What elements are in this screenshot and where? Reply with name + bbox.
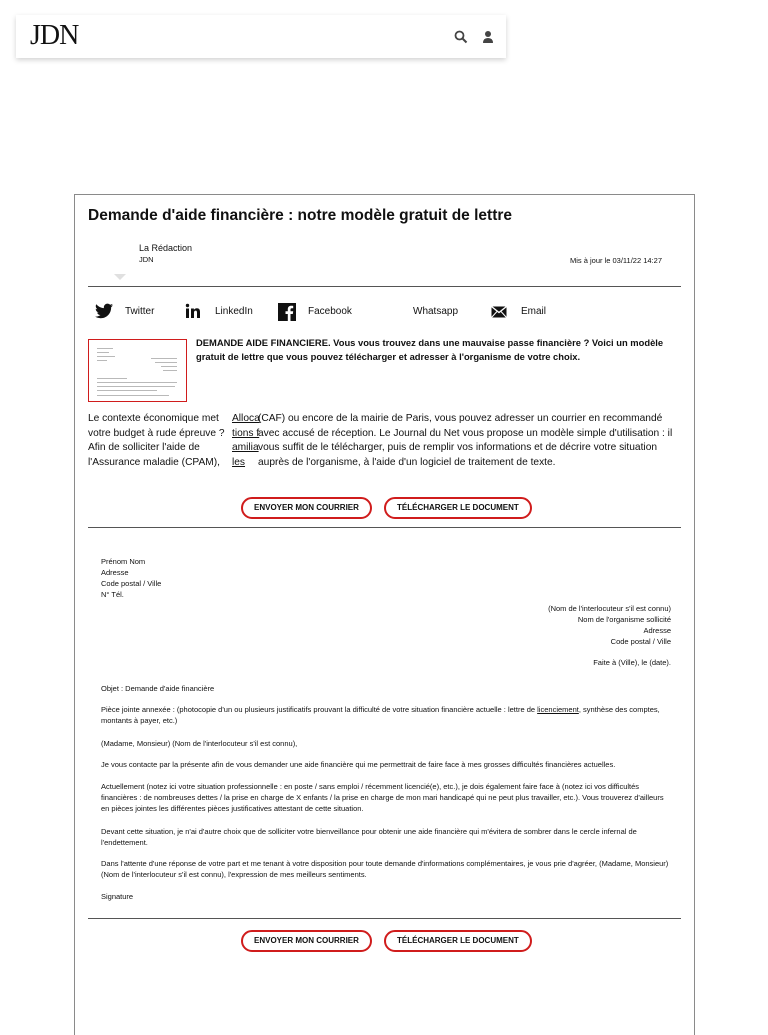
letter-paragraph-1	[101, 759, 671, 770]
linkedin-icon	[185, 303, 203, 319]
letter-signature	[101, 891, 671, 902]
letter-paragraph-4	[101, 858, 671, 880]
share-email[interactable]	[491, 300, 546, 322]
letter-thumbnail[interactable]	[88, 339, 187, 402]
divider	[88, 286, 681, 287]
facebook-icon	[278, 303, 296, 319]
article-body-right: (CAF) ou encore de la mairie de Paris, vous pouvez adresser un courrier en recommandé avec accusé de réception. Le Journal du Net vous propose un modèle simple d'utilisation : il vous suffit de le télécharger, puis de remplir vos informations et de décrire votre situation auprès de l'organisme, à l'aide d'un logiciel de traitement de texte.	[258, 413, 673, 468]
letter-recipient-line: (Nom de l'interlocuteur s'il est connu)	[548, 604, 671, 613]
email-icon	[491, 303, 509, 319]
letter-recipient-block	[101, 603, 671, 647]
share-whatsapp[interactable]	[413, 300, 458, 322]
share-twitter-label: Twitter	[125, 305, 155, 317]
twitter-icon	[95, 303, 113, 319]
licenciement-link[interactable]: licenciement	[537, 705, 579, 714]
letter-salutation	[101, 738, 671, 749]
letter-recipient-line: Code postal / Ville	[610, 637, 671, 646]
letter-sender-line: Prénom Nom	[101, 557, 146, 566]
author-expand-caret-icon[interactable]	[114, 274, 126, 280]
share-twitter[interactable]	[95, 300, 154, 322]
site-header	[16, 15, 506, 58]
share-email-label: Email	[521, 305, 547, 317]
letter-attachments-text-end: , synthèse des comptes, montants à payer, etc.)	[101, 705, 660, 725]
article-body-left: Le contexte économique met votre budget à rude épreuve ? Afin de solliciter l'aide de l'Assurance maladie (CPAM),	[88, 413, 225, 468]
letter-salutation-text: (Madame, Monsieur) (Nom de l'interlocuteur s'il est connu),	[101, 739, 298, 748]
letter-subject-text: Objet : Demande d'aide financière	[101, 684, 215, 693]
letter-paragraph-3	[101, 826, 671, 848]
letter-sender-line: N° Tél.	[101, 590, 124, 599]
article-lead: DEMANDE AIDE FINANCIERE. Vous vous trouvez dans une mauvaise passe financière ? Voici un modèle gratuit de lettre que vous pouvez télécharger et adresser à l'organisme de votre choix.	[196, 337, 664, 362]
share-linkedin[interactable]	[185, 300, 253, 322]
letter-attachments-text: Pièce jointe annexée : (photocopie d'un ou plusieurs justificatifs prouvant la difficulté de votre situation financière actuelle : lettre de	[101, 705, 538, 714]
letter-recipient-line: Adresse	[643, 626, 671, 635]
letter-attachments	[101, 704, 671, 726]
letter-paragraph-1-text: Je vous contacte par la présente afin de vous demander une aide financière qui me permettrait de faire face à mes grosses difficultés financières actuelles.	[101, 760, 616, 769]
allocations-familiales-link[interactable]: Allocations familiales	[232, 413, 260, 468]
share-whatsapp-label: Whatsapp	[413, 305, 459, 317]
send-letter-button[interactable]: ENVOYER MON COURRIER	[241, 497, 372, 519]
article-title: Demande d'aide financière : notre modèle gratuit de lettre	[88, 207, 513, 224]
letter-paragraph-4-text: Dans l'attente d'une réponse de votre part et me tenant à votre disposition pour toute demande d'informations complémentaires, je vous prie d'agréer, (Madame, Monsieur) (Nom de l'interlocuteur s'il est connu), l'expression de mes meilleurs sentiments.	[101, 859, 669, 879]
updated-date: Mis à jour le 03/11/22 14:27	[569, 256, 662, 265]
author-organization: JDN	[139, 255, 154, 264]
send-letter-button-bottom[interactable]: ENVOYER MON COURRIER	[241, 930, 372, 952]
divider	[88, 918, 681, 919]
letter-paragraph-2	[101, 781, 671, 814]
search-icon[interactable]	[453, 29, 469, 45]
letter-subject	[101, 683, 671, 694]
letter-place-date-text: Faite à (Ville), le (date).	[593, 658, 671, 667]
download-document-button-bottom[interactable]: TÉLÉCHARGER LE DOCUMENT	[384, 930, 532, 952]
letter-sender-block	[101, 556, 671, 600]
author-name[interactable]: La Rédaction	[139, 243, 193, 253]
letter-paragraph-2-text: Actuellement (notez ici votre situation professionnelle : en poste / sans emploi / récemment licencié(e), etc.), je dois également faire face à (notez ici vos difficultés financières : de nombreuses dettes / la prise en charge de X enfants / la prise en charge de mon mari handicapé qui ne peut plus travailler, etc.). Vous trouverez d'ailleurs en pièces jointes les différentes pièces justificatives attestant de cette situation.	[101, 782, 664, 813]
letter-paragraph-3-text: Devant cette situation, je n'ai d'autre choix que de solliciter votre bienveillance pour obtenir une aide financière qui m'évitera de sombrer dans le cercle infernal de l'endettement.	[101, 827, 637, 847]
article-card	[74, 194, 695, 1035]
letter-sender-line: Adresse	[101, 568, 129, 577]
user-icon[interactable]	[480, 29, 496, 45]
letter-place-date	[101, 657, 671, 668]
download-document-button[interactable]: TÉLÉCHARGER LE DOCUMENT	[384, 497, 532, 519]
letter-recipient-line: Nom de l'organisme sollicité	[577, 615, 671, 624]
divider	[88, 527, 681, 528]
share-linkedin-label: LinkedIn	[215, 305, 253, 317]
letter-signature-text: Signature	[101, 892, 134, 901]
letter-sender-line: Code postal / Ville	[101, 579, 162, 588]
jdn-logo[interactable]: JDN	[30, 20, 79, 51]
share-facebook-label: Facebook	[308, 305, 352, 317]
share-facebook[interactable]	[278, 300, 352, 322]
